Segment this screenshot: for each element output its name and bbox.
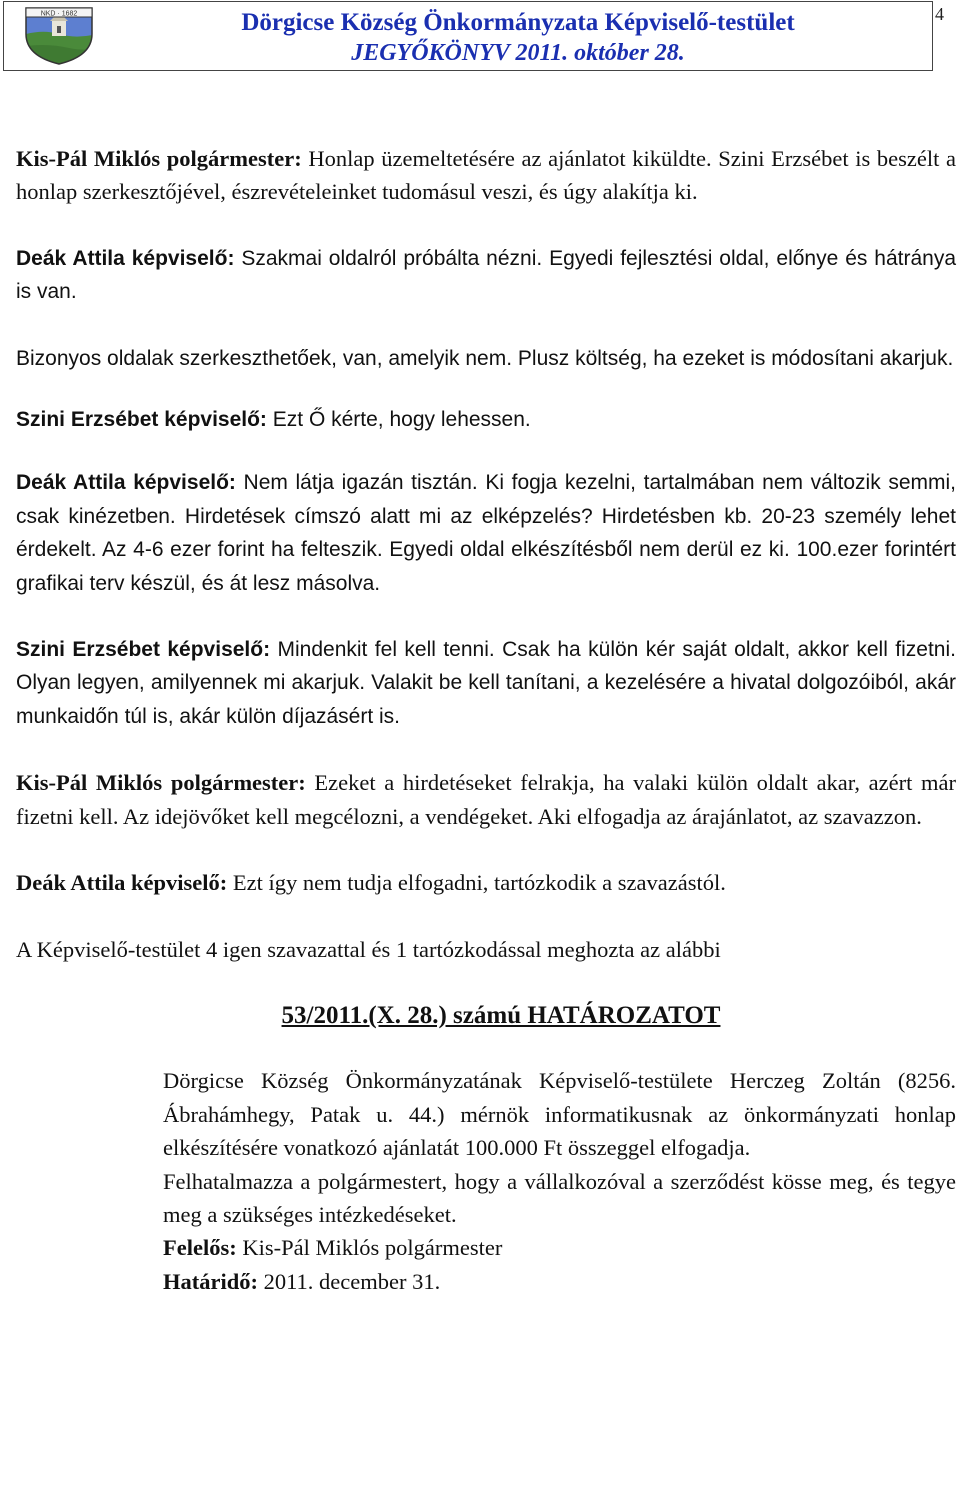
speaker-label: Deák Attila képviselő: (16, 471, 236, 495)
paragraph-text: Ezeket a hirdetéseket felrakja, ha valaki külön oldalt akar, azért már fizetni kell. Az idejövőket kell megcélozni, a vendégeket. Aki elfogadja az árajánlatot, az szavazzon. (16, 770, 956, 829)
paragraph-text: Bizonyos oldalak szerkeszthetőek, van, amelyik nem. Plusz költség, ha ezeket is módosítani akarjuk. (16, 346, 954, 370)
paragraph-9 (16, 933, 956, 966)
paragraph-5 (16, 466, 956, 600)
resolution-body (16, 1064, 956, 1298)
speaker-label: Deák Attila képviselő: (16, 870, 228, 896)
paragraph-1 (16, 142, 956, 209)
municipal-crest-icon (14, 4, 104, 66)
speaker-label: Szini Erzsébet képviselő: (16, 408, 267, 432)
speaker-label: Deák Attila képviselő: (16, 246, 235, 270)
paragraph-4 (16, 403, 956, 436)
speaker-label: Szini Erzsébet képviselő: (16, 638, 271, 662)
paragraph-7 (16, 766, 956, 833)
paragraph-6 (16, 633, 956, 733)
resolution-paragraph-2: Felhatalmazza a polgármestert, hogy a vállalkozóval a szerződést kösse meg, és tegye meg a szükséges intézkedéseket. (163, 1168, 956, 1227)
document-body (16, 142, 956, 1298)
resolution-paragraph-1: Dörgicse Község Önkormányzatának Képviselő-testülete Herczeg Zoltán (8256. Ábrahámhegy, Patak u. 44.) mérnök informatikusnak az önkormányzati honlap elkészítésére vonatkozó ajánlatát 100.000 Ft összeggel elfogadja. (163, 1068, 956, 1161)
paragraph-3 (16, 342, 956, 375)
paragraph-text: Nem látja igazán tisztán. Ki fogja kezelni, tartalmában nem változik semmi, csak kinézetben. Hirdetések címszó alatt mi az elképzelés? Hirdetésben kb. 20-23 személy lehet érdekelt. Az 4-6 ezer forint ha felteszik. Egyedi oldal elkészítésből nem derül ez ki. 100.ezer forintért grafikai terv készül, és át lesz másolva. (16, 471, 956, 595)
paragraph-text: Szakmai oldalról próbálta nézni. Egyedi fejlesztési oldal, előnye és hátránya is van. (16, 246, 956, 304)
paragraph-text: Ezt így nem tudja elfogadni, tartózkodik a szavazástól. (227, 870, 726, 896)
paragraph-text: Ezt Ő kérte, hogy lehessen. (266, 408, 531, 432)
paragraph-2 (16, 242, 956, 309)
speaker-label: Kis-Pál Miklós polgármester: (16, 770, 306, 796)
document-header-title: Dörgicse Község Önkormányzata Képviselő-testület (241, 9, 795, 36)
deadline-label: Határidő: (163, 1268, 258, 1294)
resolution-responsible (163, 1231, 956, 1264)
paragraph-text: Honlap üzemeltetésére az ajánlatot kiküldte. Szini Erzsébet is beszélt a honlap szerkesztőjével, észrevételeinket tudomásul veszi, és úgy alakítja ki. (16, 146, 956, 205)
document-header-subtitle: JEGYŐKÖNYV 2011. október 28. (351, 40, 685, 66)
responsible-value: Kis-Pál Miklós polgármester (236, 1235, 503, 1261)
page-header (3, 1, 933, 71)
resolution-title: 53/2011.(X. 28.) számú HATÁROZATOT (281, 1001, 721, 1029)
crest-lettering: NKD · 1682 (40, 10, 78, 18)
paragraph-8 (16, 866, 956, 899)
resolution-deadline (163, 1265, 956, 1298)
responsible-label: Felelős: (163, 1235, 237, 1261)
paragraph-text: Mindenkit fel kell tenni. Csak ha külön kér saját oldalt, akkor kell fizetni. Olyan legyen, amilyennek mi akarjuk. Valakit be kell tanítani, a kezelésére a hivatal dolgozóiból, akár munkaidőn túl is, akár külön díjazásért is. (16, 638, 956, 728)
page-number: 4 (935, 4, 944, 24)
speaker-label: Kis-Pál Miklós polgármester: (16, 146, 302, 171)
deadline-value: 2011. december 31. (258, 1268, 441, 1294)
paragraph-text: A Képviselő-testület 4 igen szavazattal és 1 tartózkodással meghozta az alábbi (16, 936, 721, 962)
